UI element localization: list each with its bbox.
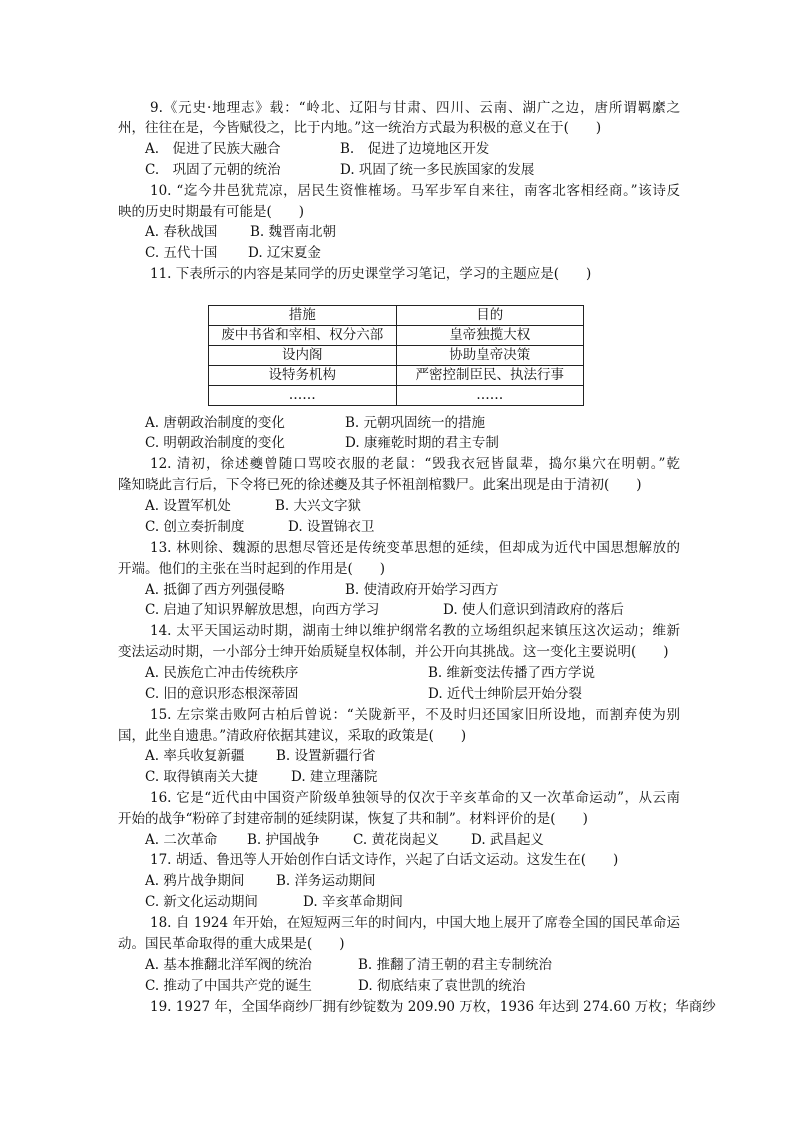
table-row	[209, 326, 584, 346]
q12-option-b: B. 大兴文字狱	[275, 498, 362, 514]
q18-option-c: C. 推动了中国共产党的诞生	[145, 978, 312, 994]
q14-option-d: D. 近代士绅阶层开始分裂	[428, 686, 582, 702]
q14-stem-line-2: 变法运动时期，一小部分士绅开始质疑皇权体制，并公开向其挑战。这一变化主要说明( )	[118, 644, 669, 660]
q13-option-a: A. 抵御了西方列强侵略	[145, 582, 285, 598]
q11-option-d: D. 康雍乾时期的君主专制	[345, 435, 499, 451]
q17-option-c: C. 新文化运动期间	[145, 894, 258, 910]
q10-option-a: A. 春秋战国	[145, 224, 218, 240]
q17-option-a: A. 鸦片战争期间	[145, 873, 245, 889]
q17-option-d: D. 辛亥革命期间	[303, 894, 403, 910]
q12-stem-line-2: 隆知晓此言行后，下令将已死的徐述夔及其子怀祖剖棺戮尸。此案出现是由于清初( )	[118, 477, 642, 493]
q18-option-d: D. 彻底结束了袁世凯的统治	[358, 978, 526, 994]
table-row	[209, 346, 584, 366]
q10-stem-line-1: 10. “迄今井邑犹荒凉，居民生资惟榷场。马军步军自来往，南客北客相经商。”该诗反	[150, 183, 680, 199]
q13-stem-line-2: 开端。他们的主张在当时起到的作用是( )	[118, 561, 386, 577]
table-cell: ……	[396, 386, 584, 406]
q11-option-a: A. 唐朝政治制度的变化	[145, 415, 285, 431]
table-row	[209, 366, 584, 386]
q13-stem-line-1: 13. 林则徐、魏源的思想尽管还是传统变革思想的延续，但却成为近代中国思想解放的	[150, 540, 680, 556]
table-header-cell: 措施	[209, 306, 397, 326]
table-cell: 设特务机构	[209, 366, 397, 386]
q16-stem-line-2: 开始的战争“粉碎了封建帝制的延续阴谋，恢复了共和制”。材料评价的是( )	[118, 811, 588, 827]
q16-option-b: B. 护国战争	[247, 832, 320, 848]
q13-option-b: B. 使清政府开始学习西方	[345, 582, 499, 598]
q9-option-c: C. 巩固了元朝的统治	[145, 162, 281, 178]
q11-stem-line-1: 11. 下表所示的内容是某同学的历史课堂学习笔记，学习的主题应是( )	[150, 266, 592, 282]
q12-option-c: C. 创立奏折制度	[145, 519, 245, 535]
q12-stem-line-1: 12. 清初，徐述夔曾随口骂咬衣服的老鼠：“毁我衣冠皆鼠辈，捣尔巢穴在明朝。”乾	[150, 456, 680, 472]
q9-option-a: A. 促进了民族大融合	[145, 141, 281, 157]
q9-stem-line-2: 州，往往在是，今皆赋役之，比于内地。”这一统治方式最为积极的意义在于( )	[118, 120, 602, 136]
q9-option-d: D. 巩固了统一多民族国家的发展	[340, 162, 535, 178]
q13-option-c: C. 启迪了知识界解放思想，向西方学习	[145, 602, 380, 618]
q9-option-b: B. 促进了边境地区开发	[340, 141, 490, 157]
q16-option-c: C. 黄花岗起义	[353, 832, 439, 848]
q10-option-b: B. 魏晋南北朝	[250, 224, 337, 240]
q16-stem-line-1: 16. 它是“近代由中国资产阶级单独领导的仅次于辛亥革命的又一次革命运动”，从云南	[150, 790, 680, 806]
table-cell: 严密控制臣民、执法行事	[396, 366, 584, 386]
table-cell: ……	[209, 386, 397, 406]
q19-stem-line-1: 19. 1927 年，全国华商纱厂拥有纱锭数为 209.90 万枚，1936 年达到 274.60 万枚；华商纱	[150, 999, 716, 1015]
q11-option-b: B. 元朝巩固统一的措施	[345, 415, 486, 431]
table-header-row	[209, 306, 584, 326]
q13-option-d: D. 使人们意识到清政府的落后	[443, 602, 624, 618]
q15-option-c: C. 取得镇南关大捷	[145, 769, 258, 785]
q17-stem-line-1: 17. 胡适、鲁迅等人开始创作白话文诗作，兴起了白话文运动。这发生在( )	[150, 852, 619, 868]
q15-option-d: D. 建立理藩院	[291, 769, 378, 785]
q15-stem-line-1: 15. 左宗棠击败阿古柏后曾说：“关陇新平，不及时归还国家旧所设地，而割弃使为别	[150, 707, 680, 723]
q14-stem-line-1: 14. 太平天国运动时期，湖南士绅以维护纲常名教的立场组织起来镇压这次运动；维新	[150, 623, 680, 639]
q10-stem-line-2: 映的历史时期最有可能是( )	[118, 204, 305, 220]
table-cell: 皇帝独揽大权	[396, 326, 584, 346]
q10-option-d: D. 辽宋夏金	[248, 245, 321, 261]
q11-option-c: C. 明朝政治制度的变化	[145, 435, 285, 451]
q14-option-c: C. 旧的意识形态根深蒂固	[145, 686, 299, 702]
q16-option-d: D. 武昌起义	[471, 832, 544, 848]
q15-option-b: B. 设置新疆行省	[276, 748, 376, 764]
q10-option-c: C. 五代十国	[145, 245, 218, 261]
q15-stem-line-2: 国，此坐自遗患。”清政府依据其建议，采取的政策是( )	[118, 728, 467, 744]
q14-option-b: B. 维新变法传播了西方学说	[428, 665, 596, 681]
q18-option-a: A. 基本推翻北洋军阀的统治	[145, 957, 312, 973]
q17-option-b: B. 洋务运动期间	[276, 873, 376, 889]
q9-stem-line-1: 9.《元史·地理志》载：“岭北、辽阳与甘肃、四川、云南、湖广之边，唐所谓羁縻之	[150, 100, 680, 116]
q14-option-a: A. 民族危亡冲击传统秩序	[145, 665, 299, 681]
table-row	[209, 386, 584, 406]
q12-option-a: A. 设置军机处	[145, 498, 231, 514]
table-cell: 废中书省和宰相、权分六部	[209, 326, 397, 346]
q12-option-d: D. 设置锦衣卫	[288, 519, 375, 535]
q16-option-a: A. 二次革命	[145, 832, 218, 848]
table-header-cell: 目的	[396, 306, 584, 326]
q11-notes-table	[208, 305, 584, 406]
q15-option-a: A. 率兵收复新疆	[145, 748, 245, 764]
q18-stem-line-1: 18. 自 1924 年开始，在短短两三年的时间内，中国大地上展开了席卷全国的国民革命运	[150, 915, 680, 931]
table-cell: 协助皇帝决策	[396, 346, 584, 366]
q18-stem-line-2: 动。国民革命取得的重大成果是( )	[118, 936, 345, 952]
q18-option-b: B. 推翻了清王朝的君主专制统治	[358, 957, 553, 973]
table-cell: 设内阁	[209, 346, 397, 366]
